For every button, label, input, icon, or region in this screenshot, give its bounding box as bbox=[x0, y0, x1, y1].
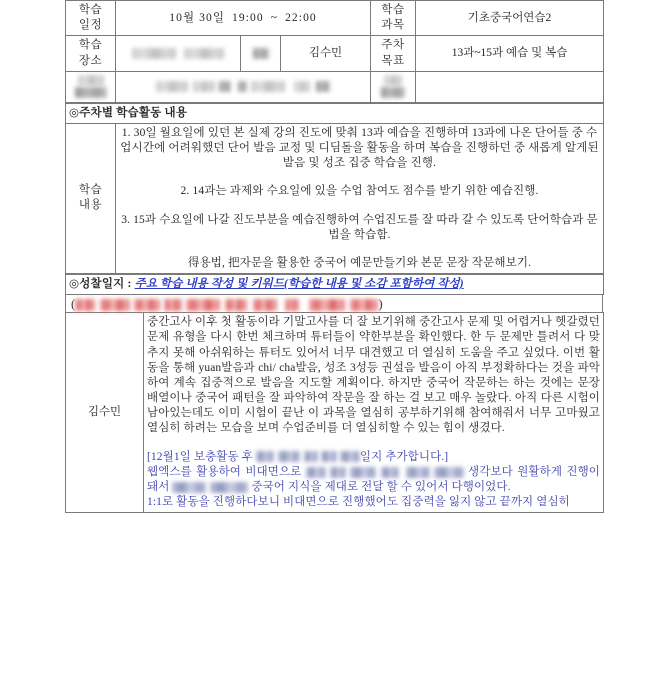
appendix-line-3: 1:1로 활동을 진행하다보니 비대면으로 진행했어도 집중력을 잃지 않고 끝까지 열심히 bbox=[147, 496, 570, 509]
reflection-body-table bbox=[65, 312, 604, 513]
paren-open: ( bbox=[71, 296, 76, 312]
redaction-block bbox=[238, 81, 247, 92]
activity-item-3: 3. 15과 수요일에 나갈 진도부분을 예습진행하여 수업진도를 잘 따라 갈 수 있도록 단어학습과 문법을 학습함. bbox=[121, 213, 598, 241]
schedule-end: 22:00 bbox=[285, 11, 317, 24]
label-subject: 학습 과목 bbox=[371, 1, 416, 36]
redaction-block bbox=[253, 48, 269, 59]
label-place: 학습 장소 bbox=[66, 36, 116, 71]
redaction-block-red bbox=[100, 299, 130, 311]
table-row bbox=[66, 123, 604, 273]
redaction-block-blue bbox=[172, 482, 206, 493]
appendix-line2-prefix: 웹엑스를 활용하여 비대면으로 bbox=[147, 465, 306, 478]
activity-section-table bbox=[65, 103, 604, 274]
redaction-block-blue bbox=[278, 451, 300, 462]
label2-redacted bbox=[371, 71, 416, 102]
redaction-block-red bbox=[225, 299, 247, 311]
redaction-block bbox=[75, 87, 107, 98]
reflection-body-text: 중간고사 이후 첫 활동이라 기말고사를 더 잘 보기위해 중간고사 문제 및 어렵거나 헷갈렸던 문제 유형을 다시 한번 체크하며 튜터들이 약한부분을 확인했다. 한 두 문제만 틀려서 다 맞추지 못해 아쉬워하는 튜터도 있어서 너무 대견했고 더 열심히 도움을 주고 싶었다. 이번 활동을 통해 yuan발음과 chi/ cha발음, 성조 3성등 권설음 발음이 아직 부정확하다는 것을 파악하여 계속 집중적으로 발음을 지도할 계획이다. 하지만 중국어 작문하는 하는 것에는 문장 배열이나 중국어 패턴을 잘 파악하여 작문을 잘 하는 걸 보고 매우 놀랐다. 아직 다른 시험이 남아있는데도 이미 시험이 끝난 이 과목을 열심히 공부하기위해 참여해줘서 너무 고마웠고 열심히 하려는 모습을 보며 수업준비를 더 열심히할 수 있는 힘이 생겼다. bbox=[147, 316, 600, 435]
learning-content-body bbox=[116, 123, 604, 273]
redaction-block bbox=[156, 81, 188, 92]
activity-item-4: 得용법, 把자문을 활용한 중국어 예문만들기와 본문 문장 작문해보기. bbox=[187, 256, 532, 269]
appendix-line-2 bbox=[147, 465, 600, 495]
redaction-block bbox=[193, 81, 215, 92]
redaction-block bbox=[316, 81, 330, 92]
label-learning-content: 학습 내용 bbox=[66, 123, 116, 273]
appendix-line-1 bbox=[147, 450, 600, 465]
value-tutor-name: 김수민 bbox=[281, 36, 371, 71]
redaction-block bbox=[381, 87, 405, 98]
redaction-block-red bbox=[285, 299, 299, 311]
reflection-body-cell bbox=[144, 313, 604, 513]
redaction-block-red bbox=[186, 299, 220, 311]
redaction-block bbox=[132, 48, 176, 59]
label-weekly-goal: 주차 목표 bbox=[371, 36, 416, 71]
label-redacted bbox=[66, 71, 116, 102]
activity-item-1: 1. 30일 월요일에 있던 본 실제 강의 진도에 맞춰 13과 예습을 진행하며 13과에 나온 단어들 중 수업시간에 어려워했던 단어 발음 교정 및 디딤돌을 활동을 하며 복습을 진행하던 중 새롭게 알게된 발음 및 성조 집중 학습을 진행. bbox=[120, 126, 599, 170]
value-weekly-goal: 13과~15과 예습 및 복습 bbox=[416, 36, 604, 71]
section-subtitle-reflection: 주요 학습 내용 작성 및 키워드(학습한 내용 및 소감 포함하여 작성) bbox=[134, 278, 464, 291]
value2-row3 bbox=[416, 71, 604, 102]
section-title-reflection: ◎성찰일지 : bbox=[69, 278, 135, 291]
redaction-block-blue bbox=[321, 451, 337, 462]
value-misc-redacted bbox=[241, 36, 281, 71]
redaction-block bbox=[384, 75, 402, 86]
table-row bbox=[66, 36, 604, 71]
redaction-block bbox=[78, 75, 104, 86]
redaction-block-red bbox=[134, 299, 160, 311]
label-reflection-author: 김수민 bbox=[66, 313, 144, 513]
value-schedule bbox=[116, 1, 371, 36]
table-row bbox=[66, 313, 604, 513]
section-title-reflection-cell bbox=[66, 275, 604, 295]
redaction-block-red bbox=[309, 299, 345, 311]
value-place-redacted bbox=[116, 36, 241, 71]
redaction-block-red bbox=[350, 299, 378, 311]
redaction-block-blue bbox=[210, 482, 248, 493]
section-title-activity: ◎주차별 학습활동 내용 bbox=[66, 103, 604, 123]
redaction-block-blue bbox=[350, 467, 376, 478]
redaction-block bbox=[251, 81, 285, 92]
appendix-line2-tail: 중국어 지식을 제대로 전달 할 수 있어서 다행이었다. bbox=[248, 480, 511, 493]
redaction-block-blue bbox=[256, 451, 274, 462]
redaction-block-blue bbox=[381, 467, 399, 478]
redaction-block-blue bbox=[434, 467, 464, 478]
appendix-line1-prefix: [12월1일 보충활동 후 bbox=[147, 450, 256, 463]
section-header-activity bbox=[66, 103, 604, 123]
redaction-block-blue bbox=[306, 467, 326, 478]
table-row-redacted bbox=[66, 71, 604, 102]
redaction-block-blue bbox=[340, 451, 360, 462]
header-info-table bbox=[65, 0, 604, 103]
paren-close: ) bbox=[378, 296, 383, 312]
redaction-block-blue bbox=[330, 467, 346, 478]
value-subject: 기초중국어연습2 bbox=[416, 1, 604, 36]
redaction-block bbox=[219, 81, 231, 92]
redaction-block-red bbox=[164, 299, 182, 311]
redaction-block-red bbox=[253, 299, 277, 311]
appendix-line1-suffix: 일지 추가합니다.] bbox=[359, 450, 449, 463]
redaction-block bbox=[184, 48, 224, 59]
redacted-paren-line bbox=[65, 295, 603, 312]
reflection-section-table bbox=[65, 274, 604, 295]
appendix-line2-suffix: 생각보다 원활하게 진행이돼서 bbox=[147, 465, 600, 493]
schedule-date: 10월 30일 bbox=[169, 11, 226, 24]
redaction-block-blue bbox=[304, 451, 318, 462]
schedule-separator: ~ bbox=[270, 11, 279, 24]
schedule-start: 19:00 bbox=[232, 11, 264, 24]
label-schedule: 학습 일정 bbox=[66, 1, 116, 36]
redaction-block bbox=[294, 81, 310, 92]
redaction-block-red bbox=[75, 299, 95, 311]
document-page bbox=[65, 0, 603, 513]
table-row bbox=[66, 1, 604, 36]
section-header-reflection bbox=[66, 275, 604, 295]
activity-item-2: 2. 14과는 과제와 수요일에 있을 수업 참여도 점수를 받기 위한 예습진행. bbox=[180, 185, 539, 198]
redaction-block-blue bbox=[406, 467, 430, 478]
value-row3-redacted bbox=[116, 71, 371, 102]
